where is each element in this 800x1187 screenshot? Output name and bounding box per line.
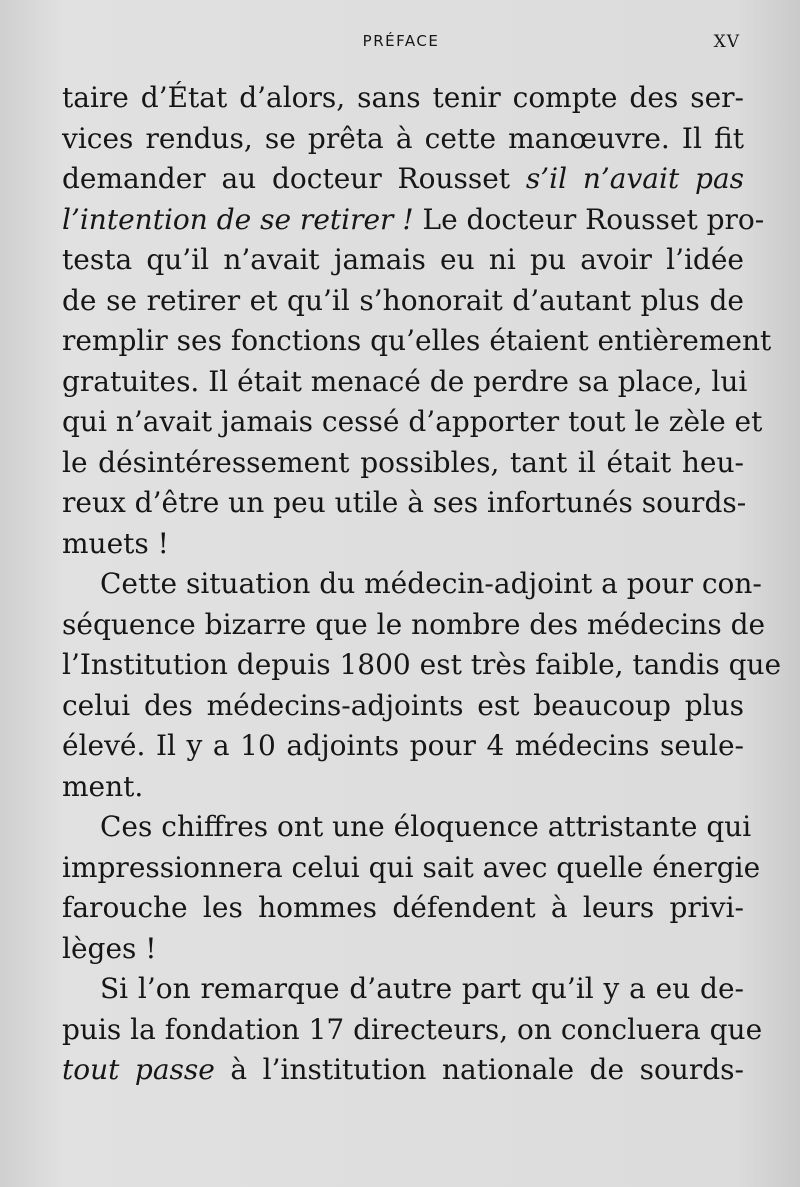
text-line: élevé. Il y a 10 adjoints pour 4 médecins seule-	[62, 729, 744, 762]
text-line: ment.	[62, 769, 144, 803]
text-line: de se retirer et qu’il s’honorait d’autant plus de	[62, 283, 744, 317]
italic-phrase: s’il n’avait pas	[525, 162, 745, 195]
text-line: farouche les hommes défendent à leurs privi-	[62, 891, 744, 924]
text-line: demander au docteur Rousset s’il n’avait pas	[62, 162, 745, 195]
text-line: testa qu’il n’avait jamais eu ni pu avoir l’idée	[62, 243, 744, 276]
text-line: qui n’avait jamais cessé d’apporter tout le zèle et	[62, 405, 763, 438]
page-number: XV	[713, 32, 740, 52]
page-header	[62, 30, 740, 60]
text-line: le désintéressement possibles, tant il était heu-	[62, 445, 744, 479]
italic-phrase: tout passe	[62, 1053, 215, 1086]
running-title: PRÉFACE	[362, 32, 440, 50]
text-line: vices rendus, se prêta à cette manœuvre. Il fit	[62, 121, 744, 155]
text-line: celui des médecins-adjoints est beaucoup plus	[62, 688, 744, 722]
paragraph-start: Ces chiffres ont une éloquence attristante qui	[100, 810, 752, 843]
paragraph-start: Si l’on remarque d’autre part qu’il y a eu de-	[100, 972, 744, 1005]
text-line: l’Institution depuis 1800 est très faible, tandis que	[62, 648, 782, 681]
italic-phrase: l’intention de se retirer !	[62, 202, 414, 236]
paragraph-start: Cette situation du médecin-adjoint a pour con-	[100, 567, 762, 600]
text-line: lèges !	[62, 931, 157, 965]
text-line: remplir ses fonctions qu’elles étaient entièrement	[62, 324, 772, 357]
text-line: séquence bizarre que le nombre des médecins de	[62, 607, 766, 641]
body-text	[62, 78, 782, 1091]
text-line: reux d’être un peu utile à ses infortunés sourds-	[62, 486, 747, 519]
text-line: puis la fondation 17 directeurs, on concluera que	[62, 1012, 763, 1046]
text-line: tout passe à l’institution nationale de sourds-	[62, 1053, 744, 1086]
text-line: muets !	[62, 526, 169, 560]
text-line: taire d’État d’alors, sans tenir compte des ser-	[62, 81, 744, 114]
text-line: gratuites. Il était menacé de perdre sa place, lui	[62, 364, 748, 398]
text-line: impressionnera celui qui sait avec quelle énergie	[62, 850, 761, 884]
text-line: l’intention de se retirer ! Le docteur Rousset pro-	[62, 202, 765, 236]
